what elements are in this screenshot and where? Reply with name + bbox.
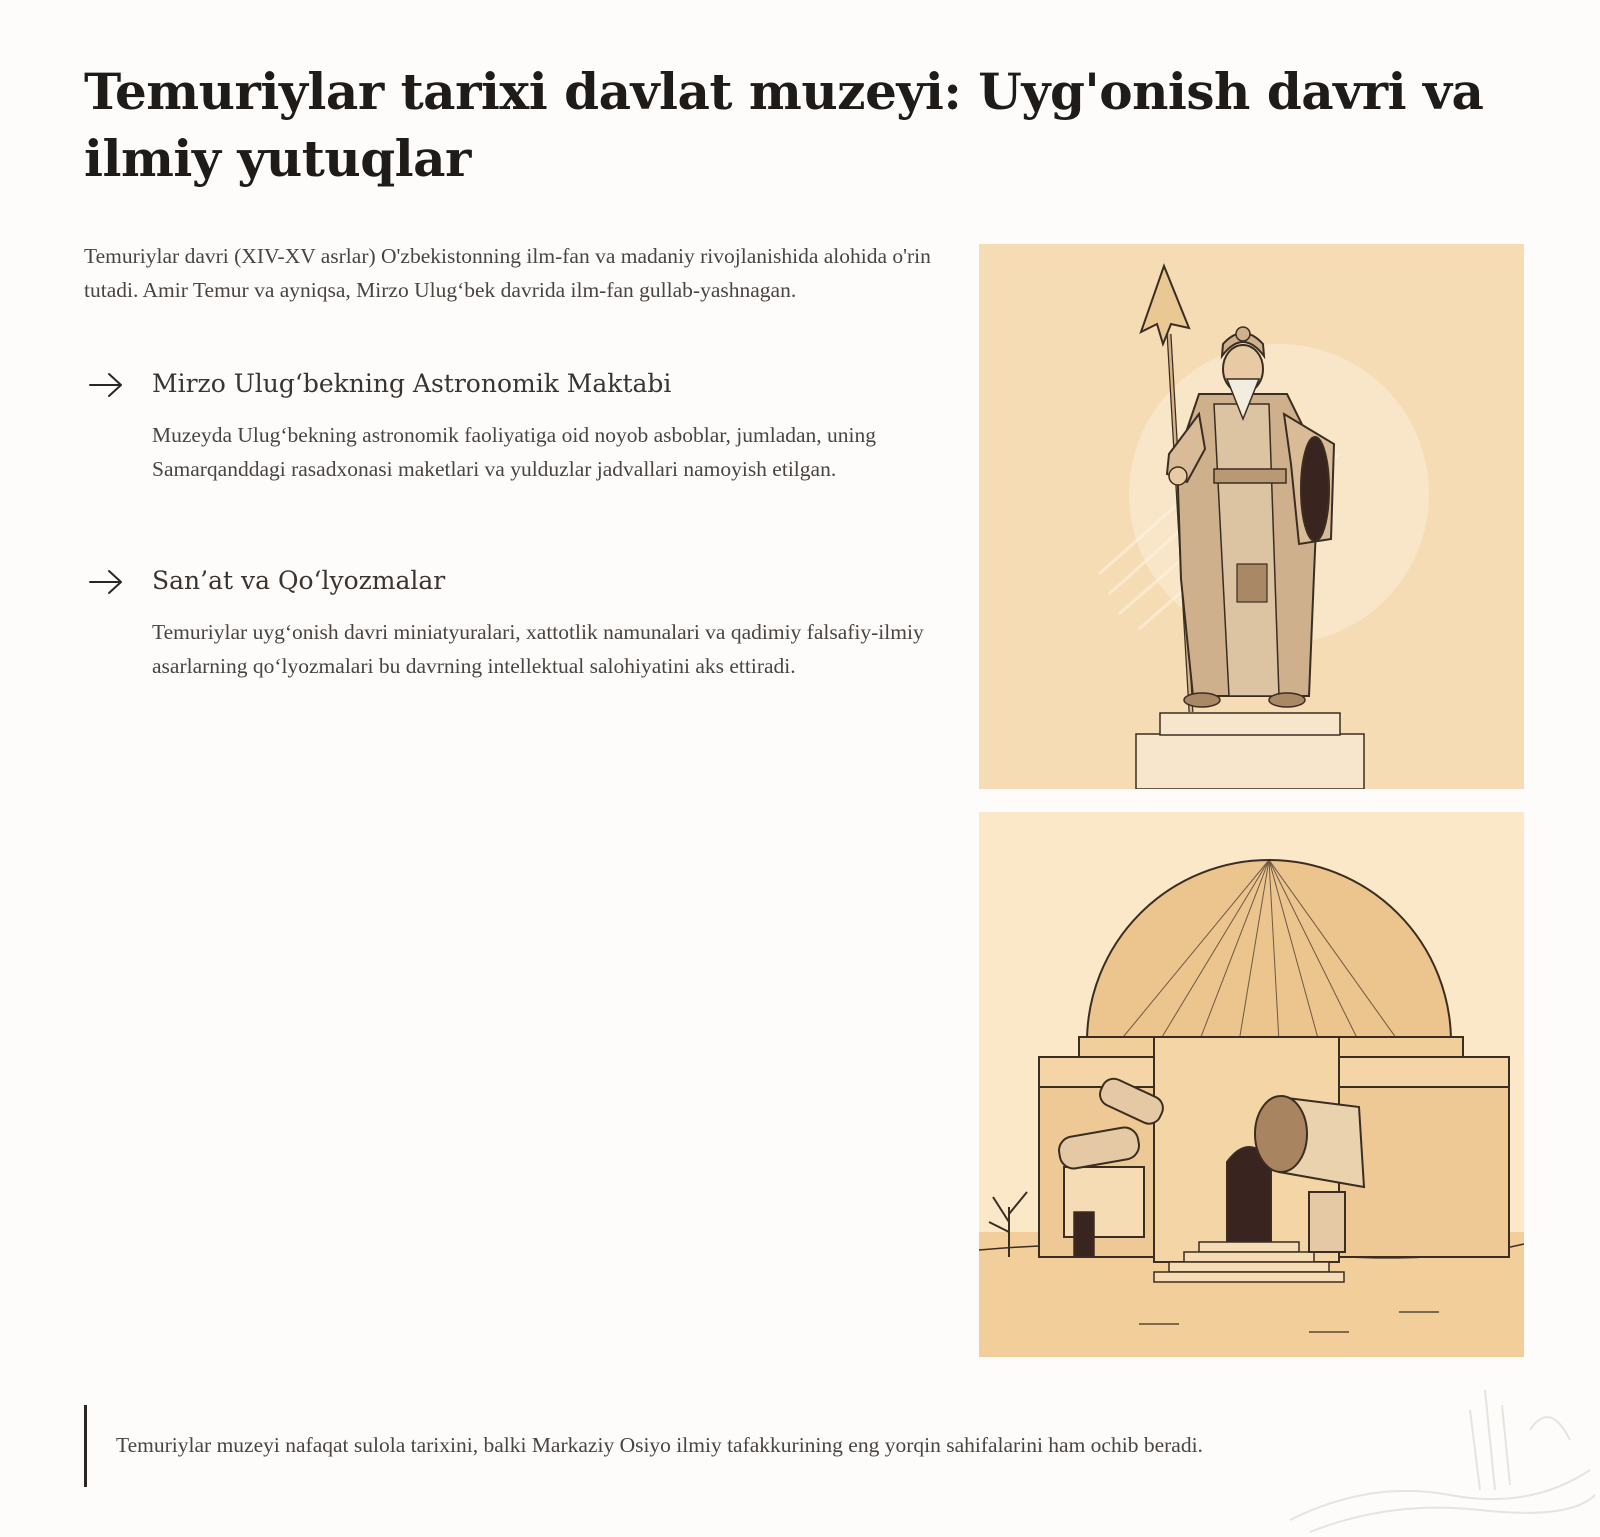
statue-illustration [979,244,1524,789]
intro-paragraph: Temuriylar davri (XIV-XV asrlar) O'zbekistonning ilm-fan va madaniy rivojlanishida alohida o'rin tutadi. Amir Temur va ayniqsa, Mirzo Ulug‘bek davrida ilm-fan gullab-yashnagan. [84,244,931,302]
feature-text: Temuriylar uyg‘onish davri miniatyuralari, xattotlik namunalari va qadimiy falsafiy-ilmiy asarlarning qo‘lyozmalari bu davrning intellektual salohiyatini aks ettiradi. [152,620,924,678]
page-title: Temuriylar tarixi davlat muzeyi: Uyg'onish davri va ilmiy yutuqlar [84,62,1484,188]
observatory-illustration [979,812,1524,1357]
quote-accent-bar [84,1405,87,1487]
feature-heading: San’at va Qo‘lyozmalar [152,566,446,595]
arrow-right-icon [88,372,124,398]
arrow-right-icon [88,569,124,595]
decorative-sketch [1280,1370,1600,1537]
feature-text: Muzeyda Ulug‘bekning astronomik faoliyatiga oid noyob asboblar, jumladan, uning Samarqanddagi rasadxonasi maketlari va yulduzlar jadvallari namoyish etilgan. [152,423,877,481]
closing-quote: Temuriylar muzeyi nafaqat sulola tarixini, balki Markaziy Osiyo ilmiy tafakkurining eng yorqin sahifalarini ham ochib beradi. [116,1433,1203,1457]
feature-heading: Mirzo Ulug‘bekning Astronomik Maktabi [152,369,672,398]
